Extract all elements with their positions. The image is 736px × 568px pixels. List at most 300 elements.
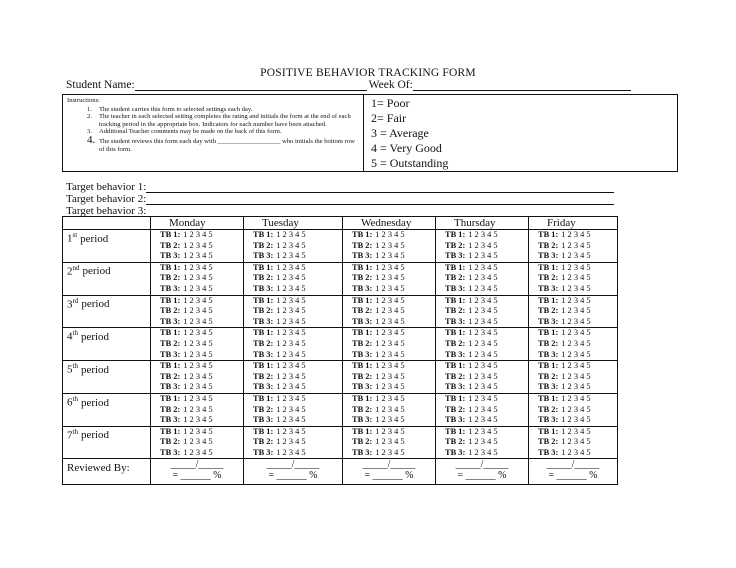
week-of-field[interactable]	[413, 80, 631, 91]
tb-rating-line[interactable]	[445, 296, 528, 307]
rating-options[interactable]: 1 2 3 4 5	[183, 437, 213, 447]
rating-cell[interactable]	[343, 393, 436, 426]
rating-options[interactable]: 1 2 3 4 5	[375, 273, 405, 283]
rating-options[interactable]: 1 2 3 4 5	[375, 306, 405, 316]
rating-options[interactable]: 1 2 3 4 5	[561, 262, 591, 272]
tb-rating-line[interactable]	[352, 241, 435, 252]
rating-options[interactable]: 1 2 3 4 5	[375, 382, 405, 392]
rating-options[interactable]: 1 2 3 4 5	[561, 240, 591, 250]
review-cell[interactable]	[151, 459, 244, 485]
tb-rating-line[interactable]	[253, 415, 342, 426]
rating-cell[interactable]	[436, 230, 529, 263]
period-suffix: th	[72, 427, 78, 436]
tb-rating-line[interactable]	[160, 394, 243, 405]
rating-options[interactable]: 1 2 3 4 5	[375, 404, 405, 414]
tb-rating-line[interactable]	[538, 273, 617, 284]
rating-cell[interactable]	[436, 295, 529, 328]
tb-rating-line[interactable]	[160, 251, 243, 262]
rating-options[interactable]: 1 2 3 4 5	[276, 426, 306, 436]
tb-rating-line[interactable]	[352, 284, 435, 295]
rating-options[interactable]: 1 2 3 4 5	[375, 371, 405, 381]
tb-rating-line[interactable]	[253, 350, 342, 361]
tb-code: TB 3:	[160, 382, 181, 392]
tb-code: TB 1:	[538, 262, 559, 272]
rating-cell[interactable]	[151, 393, 244, 426]
instructions-panel	[63, 95, 364, 171]
rating-options[interactable]: 1 2 3 4 5	[183, 230, 213, 239]
tb-code: TB 3:	[160, 316, 181, 326]
rating-options[interactable]: 1 2 3 4 5	[375, 316, 405, 326]
rating-options[interactable]: 1 2 3 4 5	[183, 382, 213, 392]
rating-cell[interactable]	[151, 262, 244, 295]
review-fraction[interactable]: _____/_____	[266, 459, 320, 471]
rating-options[interactable]: 1 2 3 4 5	[183, 447, 213, 457]
rating-cell[interactable]	[436, 361, 529, 394]
tb-code: TB 3:	[445, 349, 466, 359]
rating-cell[interactable]	[436, 262, 529, 295]
rating-options[interactable]: 1 2 3 4 5	[468, 230, 498, 239]
tb-rating-line[interactable]	[538, 382, 617, 393]
rating-options[interactable]: 1 2 3 4 5	[183, 262, 213, 272]
instruction-text: The teacher in each selected setting completes the rating and initials the form at the end of each tracking period in the appropriate box. Indicators for each number have been attached.	[99, 113, 351, 128]
rating-options[interactable]: 1 2 3 4 5	[375, 437, 405, 447]
tracking-grid	[62, 216, 618, 485]
instruction-text: The student reviews this form each day with ___________________ who initials the bottom row of this form.	[99, 137, 355, 153]
tb-rating-line[interactable]	[445, 361, 528, 372]
rating-options[interactable]: 1 2 3 4 5	[375, 230, 405, 239]
review-percent[interactable]: = ______ %	[172, 470, 222, 482]
rating-options[interactable]: 1 2 3 4 5	[561, 273, 591, 283]
tb-code: TB 2:	[445, 240, 466, 250]
tb-rating-line[interactable]	[160, 448, 243, 459]
rating-cell[interactable]	[529, 295, 618, 328]
tb-rating-line[interactable]	[253, 296, 342, 307]
tb-rating-line[interactable]	[538, 284, 617, 295]
rating-cell[interactable]	[244, 262, 343, 295]
rating-options[interactable]: 1 2 3 4 5	[375, 240, 405, 250]
rating-options[interactable]: 1 2 3 4 5	[468, 262, 498, 272]
rating-options[interactable]: 1 2 3 4 5	[468, 316, 498, 326]
tb-rating-line[interactable]	[352, 339, 435, 350]
rating-options[interactable]: 1 2 3 4 5	[561, 349, 591, 359]
rating-options[interactable]: 1 2 3 4 5	[375, 338, 405, 348]
tb-rating-line[interactable]	[352, 273, 435, 284]
rating-options[interactable]: 1 2 3 4 5	[276, 415, 306, 425]
review-cell[interactable]	[343, 459, 436, 485]
tb-rating-line[interactable]	[253, 448, 342, 459]
tb-rating-line[interactable]	[253, 317, 342, 328]
tb-rating-line[interactable]	[352, 230, 435, 241]
rating-options[interactable]: 1 2 3 4 5	[183, 393, 213, 403]
tb-rating-line[interactable]	[445, 284, 528, 295]
tb-rating-line[interactable]	[352, 328, 435, 339]
rating-options[interactable]: 1 2 3 4 5	[183, 273, 213, 283]
tb-rating-line[interactable]	[538, 405, 617, 416]
target-behavior-1-field[interactable]	[146, 182, 614, 193]
rating-options[interactable]: 1 2 3 4 5	[468, 328, 498, 338]
rating-cell[interactable]	[244, 328, 343, 361]
tb-rating-line[interactable]	[538, 415, 617, 426]
tb-rating-line[interactable]	[253, 251, 342, 262]
rating-options[interactable]: 1 2 3 4 5	[561, 447, 591, 457]
tb-code: TB 2:	[160, 273, 181, 283]
tb-rating-line[interactable]	[445, 263, 528, 274]
rating-cell[interactable]	[151, 426, 244, 459]
tb-rating-line[interactable]	[538, 328, 617, 339]
rating-cell[interactable]	[436, 328, 529, 361]
tb-code: TB 2:	[160, 338, 181, 348]
rating-options[interactable]: 1 2 3 4 5	[561, 404, 591, 414]
rating-options[interactable]: 1 2 3 4 5	[183, 338, 213, 348]
rating-options[interactable]: 1 2 3 4 5	[468, 415, 498, 425]
review-fraction[interactable]: _____/_____	[455, 459, 509, 471]
rating-options[interactable]: 1 2 3 4 5	[276, 447, 306, 457]
tb-rating-line[interactable]	[538, 394, 617, 405]
review-percent[interactable]: = ______ %	[364, 470, 414, 482]
review-percent[interactable]: = ______ %	[548, 470, 598, 482]
rating-options[interactable]: 1 2 3 4 5	[375, 283, 405, 293]
tb-code: TB 2:	[538, 371, 559, 381]
rating-options[interactable]: 1 2 3 4 5	[561, 371, 591, 381]
rating-cell[interactable]	[151, 295, 244, 328]
rating-options[interactable]: 1 2 3 4 5	[276, 316, 306, 326]
rating-options[interactable]: 1 2 3 4 5	[375, 349, 405, 359]
rating-options[interactable]: 1 2 3 4 5	[561, 361, 591, 371]
rating-options[interactable]: 1 2 3 4 5	[276, 349, 306, 359]
rating-cell[interactable]	[244, 230, 343, 263]
rating-options[interactable]: 1 2 3 4 5	[561, 295, 591, 305]
rating-options[interactable]: 1 2 3 4 5	[276, 382, 306, 392]
tb-rating-line[interactable]	[445, 427, 528, 438]
rating-options[interactable]: 1 2 3 4 5	[183, 361, 213, 371]
period-row	[63, 262, 618, 295]
tb-rating-line[interactable]	[445, 350, 528, 361]
tb-code: TB 1:	[445, 230, 466, 239]
tb-rating-line[interactable]	[538, 350, 617, 361]
tb-rating-line[interactable]	[538, 448, 617, 459]
rating-options[interactable]: 1 2 3 4 5	[468, 240, 498, 250]
tb-rating-line[interactable]	[352, 415, 435, 426]
period-suffix: th	[72, 394, 78, 403]
tb-rating-line[interactable]	[160, 263, 243, 274]
rating-options[interactable]: 1 2 3 4 5	[375, 328, 405, 338]
period-label	[63, 230, 151, 263]
tb-rating-line[interactable]	[538, 437, 617, 448]
tb-rating-line[interactable]	[538, 361, 617, 372]
rating-options[interactable]: 1 2 3 4 5	[375, 426, 405, 436]
tb-rating-line[interactable]	[352, 372, 435, 383]
rating-options[interactable]: 1 2 3 4 5	[468, 426, 498, 436]
rating-options[interactable]: 1 2 3 4 5	[276, 404, 306, 414]
rating-options[interactable]: 1 2 3 4 5	[276, 328, 306, 338]
rating-options[interactable]: 1 2 3 4 5	[183, 251, 213, 261]
review-cell[interactable]	[244, 459, 343, 485]
rating-cell[interactable]	[343, 328, 436, 361]
rating-options[interactable]: 1 2 3 4 5	[276, 393, 306, 403]
tb-rating-line[interactable]	[352, 361, 435, 372]
rating-options[interactable]: 1 2 3 4 5	[468, 404, 498, 414]
rating-options[interactable]: 1 2 3 4 5	[276, 437, 306, 447]
tb-rating-line[interactable]	[538, 263, 617, 274]
rating-options[interactable]: 1 2 3 4 5	[276, 338, 306, 348]
tb-rating-line[interactable]	[445, 306, 528, 317]
tb-rating-line[interactable]	[160, 328, 243, 339]
tb-rating-line[interactable]	[160, 306, 243, 317]
rating-options[interactable]: 1 2 3 4 5	[561, 328, 591, 338]
tb-rating-line[interactable]	[352, 306, 435, 317]
tb-rating-line[interactable]	[253, 372, 342, 383]
tb-rating-line[interactable]	[253, 284, 342, 295]
rating-cell[interactable]	[151, 361, 244, 394]
tb-rating-line[interactable]	[253, 230, 342, 241]
rating-cell[interactable]	[529, 361, 618, 394]
rating-options[interactable]: 1 2 3 4 5	[276, 230, 306, 239]
tb-rating-line[interactable]	[445, 241, 528, 252]
rating-options[interactable]: 1 2 3 4 5	[183, 404, 213, 414]
rating-options[interactable]: 1 2 3 4 5	[468, 251, 498, 261]
rating-options[interactable]: 1 2 3 4 5	[561, 230, 591, 239]
tb-rating-line[interactable]	[352, 394, 435, 405]
tb-rating-line[interactable]	[253, 437, 342, 448]
tb-code: TB 3:	[352, 316, 373, 326]
tb-rating-line[interactable]	[445, 273, 528, 284]
tb-rating-line[interactable]	[445, 251, 528, 262]
period-label	[63, 262, 151, 295]
tb-code: TB 1:	[445, 295, 466, 305]
tb-rating-line[interactable]	[538, 317, 617, 328]
rating-options[interactable]: 1 2 3 4 5	[561, 415, 591, 425]
tb-rating-line[interactable]	[352, 263, 435, 274]
rating-options[interactable]: 1 2 3 4 5	[561, 306, 591, 316]
rating-options[interactable]: 1 2 3 4 5	[375, 393, 405, 403]
rating-options[interactable]: 1 2 3 4 5	[183, 295, 213, 305]
tb-rating-line[interactable]	[160, 296, 243, 307]
rating-cell[interactable]	[529, 328, 618, 361]
tb-code: TB 1:	[445, 361, 466, 371]
tb-code: TB 2:	[538, 404, 559, 414]
rating-options[interactable]: 1 2 3 4 5	[276, 306, 306, 316]
tb-rating-line[interactable]	[160, 284, 243, 295]
rating-options[interactable]: 1 2 3 4 5	[468, 371, 498, 381]
tb-code: TB 2:	[445, 437, 466, 447]
review-fraction[interactable]: _____/_____	[170, 459, 224, 471]
tb-rating-line[interactable]	[253, 361, 342, 372]
rating-cell[interactable]	[343, 361, 436, 394]
rating-options[interactable]: 1 2 3 4 5	[183, 349, 213, 359]
tb-rating-line[interactable]	[253, 394, 342, 405]
tb-rating-line[interactable]	[445, 372, 528, 383]
tb-rating-line[interactable]	[538, 372, 617, 383]
tb-rating-line[interactable]	[160, 427, 243, 438]
tb-code: TB 3:	[538, 415, 559, 425]
tb-rating-line[interactable]	[445, 394, 528, 405]
tb-rating-line[interactable]	[160, 230, 243, 241]
tb-rating-line[interactable]	[352, 437, 435, 448]
tb-rating-line[interactable]	[445, 339, 528, 350]
tb-rating-line[interactable]	[253, 273, 342, 284]
tb-rating-line[interactable]	[445, 382, 528, 393]
tb-rating-line[interactable]	[160, 415, 243, 426]
tb-code: TB 3:	[160, 415, 181, 425]
tb-rating-line[interactable]	[445, 448, 528, 459]
rating-options[interactable]: 1 2 3 4 5	[468, 437, 498, 447]
rating-cell[interactable]	[529, 230, 618, 263]
tb-rating-line[interactable]	[352, 350, 435, 361]
rating-cell[interactable]	[529, 393, 618, 426]
rating-options[interactable]: 1 2 3 4 5	[183, 283, 213, 293]
rating-cell[interactable]	[244, 426, 343, 459]
tb-rating-line[interactable]	[445, 415, 528, 426]
tb-rating-line[interactable]	[253, 328, 342, 339]
tb-rating-line[interactable]	[538, 230, 617, 241]
tb-rating-line[interactable]	[253, 339, 342, 350]
rating-options[interactable]: 1 2 3 4 5	[276, 295, 306, 305]
tb-rating-line[interactable]	[445, 437, 528, 448]
review-fraction[interactable]: _____/_____	[546, 459, 600, 471]
rating-options[interactable]: 1 2 3 4 5	[183, 306, 213, 316]
rating-options[interactable]: 1 2 3 4 5	[468, 447, 498, 457]
tb-code: TB 1:	[160, 262, 181, 272]
tb-rating-line[interactable]	[160, 382, 243, 393]
tb-code: TB 1:	[352, 230, 373, 239]
tb-rating-line[interactable]	[538, 306, 617, 317]
rating-options[interactable]: 1 2 3 4 5	[276, 273, 306, 283]
rating-options[interactable]: 1 2 3 4 5	[276, 283, 306, 293]
tb-code: TB 2:	[538, 306, 559, 316]
rating-cell[interactable]	[151, 328, 244, 361]
tb-rating-line[interactable]	[445, 230, 528, 241]
tb-rating-line[interactable]	[538, 427, 617, 438]
tb-rating-line[interactable]	[352, 448, 435, 459]
tb-rating-line[interactable]	[160, 241, 243, 252]
rating-options[interactable]: 1 2 3 4 5	[468, 338, 498, 348]
rating-options[interactable]: 1 2 3 4 5	[468, 283, 498, 293]
tb-code: TB 3:	[352, 447, 373, 457]
rating-cell[interactable]	[244, 361, 343, 394]
tb-rating-line[interactable]	[160, 273, 243, 284]
rating-options[interactable]: 1 2 3 4 5	[183, 371, 213, 381]
rating-cell[interactable]	[151, 230, 244, 263]
tb-rating-line[interactable]	[352, 317, 435, 328]
rating-options[interactable]: 1 2 3 4 5	[561, 437, 591, 447]
tb-rating-line[interactable]	[160, 361, 243, 372]
tb-code: TB 3:	[253, 415, 274, 425]
tb-rating-line[interactable]	[538, 241, 617, 252]
rating-options[interactable]: 1 2 3 4 5	[561, 338, 591, 348]
rating-options[interactable]: 1 2 3 4 5	[276, 361, 306, 371]
target-behavior-2-field[interactable]	[146, 194, 614, 205]
tb-rating-line[interactable]	[352, 405, 435, 416]
rating-options[interactable]: 1 2 3 4 5	[468, 295, 498, 305]
rating-cell[interactable]	[244, 295, 343, 328]
rating-options[interactable]: 1 2 3 4 5	[183, 426, 213, 436]
tb-rating-line[interactable]	[253, 405, 342, 416]
day-header: Wednesday	[343, 217, 436, 230]
review-cell[interactable]	[529, 459, 618, 485]
rating-options[interactable]: 1 2 3 4 5	[468, 273, 498, 283]
rating-options[interactable]: 1 2 3 4 5	[561, 382, 591, 392]
rating-options[interactable]: 1 2 3 4 5	[468, 361, 498, 371]
rating-options[interactable]: 1 2 3 4 5	[468, 393, 498, 403]
target-behavior-label: Target behavior 3:	[66, 205, 147, 217]
tb-rating-line[interactable]	[253, 306, 342, 317]
rating-options[interactable]: 1 2 3 4 5	[183, 316, 213, 326]
tb-code: TB 3:	[253, 251, 274, 261]
rating-options[interactable]: 1 2 3 4 5	[276, 240, 306, 250]
review-percent[interactable]: = ______ %	[268, 470, 318, 482]
rating-options[interactable]: 1 2 3 4 5	[561, 251, 591, 261]
tb-rating-line[interactable]	[538, 251, 617, 262]
tb-rating-line[interactable]	[160, 350, 243, 361]
rating-options[interactable]: 1 2 3 4 5	[468, 306, 498, 316]
rating-options[interactable]: 1 2 3 4 5	[468, 382, 498, 392]
rating-options[interactable]: 1 2 3 4 5	[276, 262, 306, 272]
tb-rating-line[interactable]	[352, 382, 435, 393]
tb-rating-line[interactable]	[253, 263, 342, 274]
tb-rating-line[interactable]	[160, 405, 243, 416]
student-name-field[interactable]	[135, 80, 367, 91]
rating-cell[interactable]	[343, 262, 436, 295]
rating-options[interactable]: 1 2 3 4 5	[561, 316, 591, 326]
review-percent[interactable]: = ______ %	[457, 470, 507, 482]
tb-rating-line[interactable]	[253, 382, 342, 393]
tb-rating-line[interactable]	[253, 427, 342, 438]
rating-options[interactable]: 1 2 3 4 5	[276, 251, 306, 261]
tb-rating-line[interactable]	[160, 339, 243, 350]
tb-rating-line[interactable]	[445, 317, 528, 328]
rating-options[interactable]: 1 2 3 4 5	[183, 240, 213, 250]
tb-code: TB 2:	[352, 306, 373, 316]
rating-options[interactable]: 1 2 3 4 5	[183, 328, 213, 338]
tb-rating-line[interactable]	[352, 427, 435, 438]
tb-rating-line[interactable]	[160, 317, 243, 328]
tb-rating-line[interactable]	[538, 339, 617, 350]
rating-options[interactable]: 1 2 3 4 5	[183, 415, 213, 425]
rating-options[interactable]: 1 2 3 4 5	[375, 262, 405, 272]
tb-rating-line[interactable]	[445, 328, 528, 339]
rating-cell[interactable]	[343, 295, 436, 328]
rating-cell[interactable]	[529, 426, 618, 459]
rating-options[interactable]: 1 2 3 4 5	[375, 295, 405, 305]
tb-rating-line[interactable]	[352, 296, 435, 307]
tb-rating-line[interactable]	[445, 405, 528, 416]
rating-options[interactable]: 1 2 3 4 5	[276, 371, 306, 381]
tb-rating-line[interactable]	[160, 372, 243, 383]
rating-options[interactable]: 1 2 3 4 5	[375, 447, 405, 457]
tb-code: TB 1:	[160, 295, 181, 305]
rating-cell[interactable]	[343, 230, 436, 263]
rating-options[interactable]: 1 2 3 4 5	[468, 349, 498, 359]
rating-cell[interactable]	[529, 262, 618, 295]
rating-cell[interactable]	[436, 426, 529, 459]
review-fraction[interactable]: _____/_____	[362, 459, 416, 471]
rating-cell[interactable]	[244, 393, 343, 426]
rating-options[interactable]: 1 2 3 4 5	[561, 283, 591, 293]
rating-cell[interactable]	[436, 393, 529, 426]
rating-cell[interactable]	[343, 426, 436, 459]
tb-rating-line[interactable]	[538, 296, 617, 307]
rating-options[interactable]: 1 2 3 4 5	[375, 251, 405, 261]
rating-options[interactable]: 1 2 3 4 5	[375, 361, 405, 371]
scale-item: 1= Poor	[371, 96, 410, 110]
tb-rating-line[interactable]	[352, 251, 435, 262]
rating-options[interactable]: 1 2 3 4 5	[561, 426, 591, 436]
rating-options[interactable]: 1 2 3 4 5	[375, 415, 405, 425]
tb-rating-line[interactable]	[160, 437, 243, 448]
tb-rating-line[interactable]	[253, 241, 342, 252]
rating-options[interactable]: 1 2 3 4 5	[561, 393, 591, 403]
review-cell[interactable]	[436, 459, 529, 485]
